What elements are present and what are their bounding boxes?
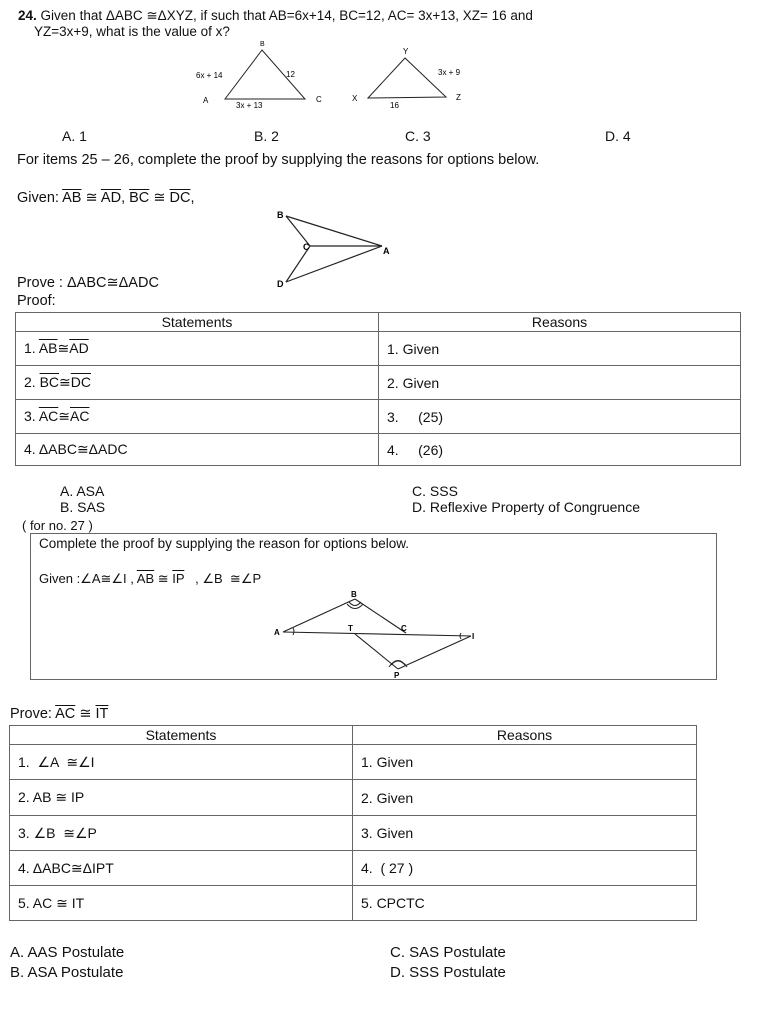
question-text-line1: Given that ΔABC ≅ΔXYZ, if such that AB=6x+14, BC=12, AC= 3x+13, XZ= 16 and <box>40 8 533 23</box>
reason-cell: 2. Given <box>353 780 697 816</box>
congruent-symbol: ≅ <box>85 190 98 206</box>
vertex-p-label: P <box>394 671 400 679</box>
item-27-box <box>30 533 717 680</box>
congruent-symbol: ≅ <box>153 190 166 206</box>
option-a-aas[interactable]: A. AAS Postulate <box>10 944 125 961</box>
reason-cell: 4. (26) <box>379 434 741 466</box>
statement-cell: 1. ∠A ≅∠I <box>10 745 353 780</box>
item-27-label: ( for no. 27 ) <box>22 518 93 533</box>
proof-label: Proof: <box>17 293 56 309</box>
statement-cell: 5. AC ≅ IT <box>10 886 353 921</box>
table-row <box>16 332 741 366</box>
side-ab-label: 6x + 14 <box>196 71 223 80</box>
vertex-b-label: B <box>351 590 357 599</box>
triangle-xyz <box>352 47 461 110</box>
question-24 <box>18 8 533 40</box>
triangle-figures <box>190 38 490 110</box>
vertex-c-label: C <box>316 95 322 104</box>
table-row <box>16 366 741 400</box>
segment-bc: $\overline{BC}$ <box>129 190 150 206</box>
option-d-sss[interactable]: D. SSS Postulate <box>390 964 506 981</box>
statement-cell: 4. ΔABC≅ΔIPT <box>10 851 353 886</box>
item-27-instruction: Complete the proof by supplying the reason for options below. <box>39 536 409 551</box>
option-c-sas[interactable]: C. SAS Postulate <box>390 944 506 961</box>
statement-cell: 1. $\overline{AB}≅\overline{AD}$ <box>16 332 379 366</box>
vertex-a-label: A <box>274 628 280 637</box>
vertex-b-label: B <box>277 210 284 220</box>
prove-statement: Prove : ΔABC≅ΔADC <box>17 275 159 291</box>
comma: , <box>190 190 195 206</box>
reason-cell: 5. CPCTC <box>353 886 697 921</box>
statement-cell: 2. AB ≅ IP <box>10 780 353 816</box>
proof-table-25-26 <box>15 312 741 466</box>
vertex-c-label: C <box>303 242 310 252</box>
q24-option-c[interactable]: C. 3 <box>405 128 431 144</box>
table-row <box>10 886 697 921</box>
table-row <box>16 400 741 434</box>
kite-figure <box>272 206 392 290</box>
vertex-z-label: Z <box>456 93 461 102</box>
question-number: 24. <box>18 8 37 23</box>
vertex-a-label: A <box>383 246 390 256</box>
reason-cell: 1. Given <box>353 745 697 780</box>
given-statement: Given: $\overline{AB}$ ≅ $\overline{AD}$, $\overline{BC}$ ≅ $\overline{DC}$, <box>17 190 195 206</box>
reason-cell: 2. Given <box>379 366 741 400</box>
option-a-asa[interactable]: A. ASA <box>60 483 105 499</box>
option-c-sss[interactable]: C. SSS <box>412 483 458 499</box>
vertex-t-label: T <box>348 624 353 633</box>
q24-option-a[interactable]: A. 1 <box>62 128 87 144</box>
statement-cell: 4. ΔABC≅ΔADC <box>16 434 379 466</box>
option-d-reflexive[interactable]: D. Reflexive Property of Congruence <box>412 499 640 515</box>
reason-cell: 4. ( 27 ) <box>353 851 697 886</box>
column-header-reasons: Reasons <box>379 313 741 332</box>
table-row <box>10 745 697 780</box>
side-bc-label: 12 <box>286 70 295 79</box>
table-row <box>10 851 697 886</box>
table-row <box>10 780 697 816</box>
reason-cell: 3. Given <box>353 816 697 851</box>
table-row <box>10 816 697 851</box>
column-header-statements: Statements <box>16 313 379 332</box>
statement-cell: 2. $\overline{BC}≅\overline{DC}$ <box>16 366 379 400</box>
bowtie-figure <box>271 589 481 679</box>
table-row <box>16 434 741 466</box>
option-b-sas[interactable]: B. SAS <box>60 499 106 515</box>
segment-dc: $\overline{DC}$ <box>169 190 191 206</box>
question-text-line2: YZ=3x+9, what is the value of x? <box>34 24 230 39</box>
given-prefix: Given: <box>17 190 63 206</box>
vertex-i-label: I <box>472 632 475 641</box>
q24-option-b[interactable]: B. 2 <box>254 128 279 144</box>
vertex-y-label: Y <box>403 47 409 56</box>
reason-cell: 3. (25) <box>379 400 741 434</box>
option-b-asa[interactable]: B. ASA Postulate <box>10 964 124 981</box>
proof-table-27 <box>9 725 697 921</box>
segment-ab: $\overline{AB}$ <box>62 190 82 206</box>
side-yz-label: 3x + 9 <box>438 68 461 77</box>
vertex-a-label: A <box>203 96 209 105</box>
column-header-reasons: Reasons <box>353 726 697 745</box>
reason-cell: 1. Given <box>379 332 741 366</box>
vertex-c-label: C <box>401 624 407 633</box>
item-27-prove: Prove: $\overline{AC}$ ≅ $\overline{IT}$ <box>10 706 109 722</box>
item-27-given: Given :∠A≅∠I , $\overline{AB}$ ≅ $\overline{IP}$ , ∠B ≅∠P <box>39 571 262 586</box>
segment-ad: $\overline{AD}$ <box>100 190 122 206</box>
column-header-statements: Statements <box>10 726 353 745</box>
side-ac-label: 3x + 13 <box>236 101 263 110</box>
q24-option-d[interactable]: D. 4 <box>605 128 631 144</box>
statement-cell: 3. $\overline{AC}≅\overline{AC}$ <box>16 400 379 434</box>
vertex-x-label: X <box>352 94 358 103</box>
vertex-d-label: D <box>277 279 284 289</box>
triangle-abc <box>196 41 322 110</box>
items-25-26-instruction: For items 25 – 26, complete the proof by supplying the reasons for options below. <box>17 152 540 168</box>
statement-cell: 3. ∠B ≅∠P <box>10 816 353 851</box>
side-xz-label: 16 <box>390 101 399 110</box>
vertex-b-label: B <box>260 41 265 48</box>
